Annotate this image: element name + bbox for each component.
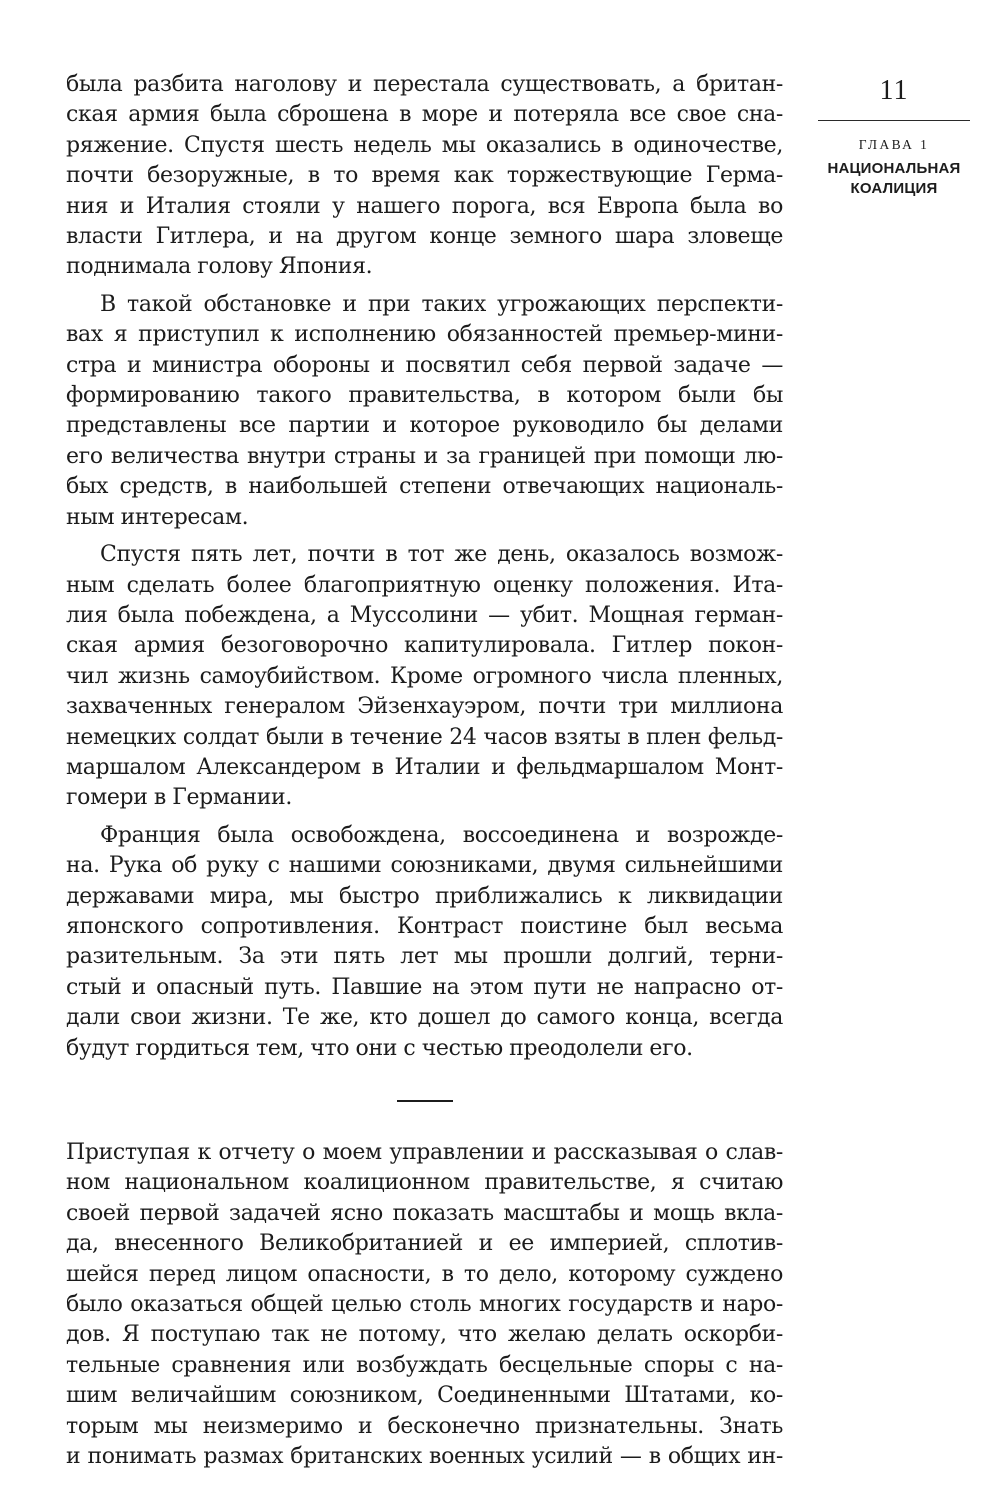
main-text-column (66, 70, 783, 1472)
text-line: ряжение. Спустя шесть недель мы оказались в одиночестве, (66, 132, 783, 158)
text-line: поднимала голову Япония. (66, 254, 373, 280)
header-rule (818, 120, 970, 121)
text-line: чил жизнь самоубийством. Кроме огромного числа пленных, (66, 663, 783, 689)
paragraph-4 (66, 821, 783, 1064)
chapter-title (818, 159, 970, 199)
text-line: дали свои жизни. Те же, кто дошел до самого конца, всегда (66, 1005, 783, 1031)
text-line: власти Гитлера, и на другом конце земного шара зловеще (66, 224, 783, 250)
text-line: и понимать размах британских военных усилий — в общих ин- (66, 1444, 783, 1470)
chapter-label: ГЛАВА 1 (858, 137, 930, 152)
text-line: маршалом Александером в Италии и фельдмаршалом Монт- (66, 754, 783, 780)
text-line: было оказаться общей целью столь многих государств и наро- (66, 1292, 783, 1318)
text-line: Франция была освобождена, воссоединена и возрожде- (100, 822, 783, 848)
text-line: тельные сравнения или возбуждать бесцельные споры с на- (66, 1352, 783, 1378)
text-line: лия была побеждена, а Муссолини — убит. Мощная герман- (66, 602, 783, 628)
text-line: на. Рука об руку с нашими союзниками, двумя сильнейшими (66, 853, 783, 879)
text-line: торым мы неизмеримо и бесконечно признательны. Знать (66, 1413, 783, 1439)
text-line: была разбита наголову и перестала существовать, а британ- (66, 72, 783, 97)
text-line: захваченных генералом Эйзенхауэром, почти три миллиона (66, 694, 783, 720)
text-line: ская армия была сброшена в море и потеряла все свое сна- (66, 102, 783, 128)
text-line: представлены все партии и которое руководило бы делами (66, 413, 783, 439)
text-line: шим величайшим союзником, Соединенными Штатами, ко- (66, 1383, 783, 1409)
text-line: гомери в Германии. (66, 785, 293, 811)
text-line: Спустя пять лет, почти в тот же день, оказалось возмож- (100, 542, 783, 568)
chapter-title-line: НАЦИОНАЛЬНАЯ (827, 160, 961, 177)
text-line: своей первой задачей ясно показать масштабы и мощь вкла- (66, 1200, 783, 1226)
paragraph-3 (66, 540, 783, 814)
paragraph-5 (66, 1138, 783, 1472)
text-line: бых средств, в наибольшей степени отвечающих националь- (66, 474, 783, 500)
text-line: будут гордиться тем, что они с честью преодолели его. (66, 1035, 693, 1061)
text-line: ным интересам. (66, 504, 249, 530)
page-number: 11 (879, 75, 909, 106)
text-line: японского сопротивления. Контраст поистине был весьма (66, 913, 783, 939)
text-line: стра и министра обороны и посвятил себя первой задаче — (66, 352, 783, 378)
paragraph-2 (66, 290, 783, 533)
text-line: да, внесенного Великобританией и ее империей, сплотив- (66, 1231, 783, 1257)
text-line: ская армия безоговорочно капитулировала. Гитлер покон- (66, 633, 783, 659)
chapter-title-line: КОАЛИЦИЯ (850, 180, 938, 197)
section-divider (397, 1100, 453, 1102)
running-header (818, 74, 970, 199)
text-line: его величества внутри страны и за границей при помощи лю- (66, 443, 783, 469)
text-line: немецких солдат были в течение 24 часов взяты в плен фельд- (66, 724, 783, 750)
text-line: разительным. За эти пять лет мы прошли долгий, терни- (66, 944, 783, 970)
text-line: вах я приступил к исполнению обязанностей премьер-мини- (66, 322, 783, 348)
text-line: ния и Италия стояли у нашего порога, вся Европа была во (66, 193, 783, 219)
text-line: шейся перед лицом опасности, в то дело, которому суждено (66, 1261, 783, 1287)
text-line: почти безоружные, в то время как торжествующие Герма- (66, 163, 783, 189)
text-line: стый и опасный путь. Павшие на этом пути не напрасно от- (66, 974, 783, 1000)
text-line: дов. Я поступаю так не потому, что желаю делать оскорби- (66, 1322, 783, 1348)
text-line: ном национальном коалиционном правительстве, я считаю (66, 1170, 783, 1196)
text-line: формированию такого правительства, в котором были бы (66, 383, 783, 409)
text-line: В такой обстановке и при таких угрожающих перспекти- (100, 291, 783, 317)
text-line: Приступая к отчету о моем управлении и рассказывая о слав- (66, 1140, 783, 1165)
text-line: ным сделать более благоприятную оценку положения. Ита- (66, 572, 783, 598)
text-line: державами мира, мы быстро приближались к ликвидации (66, 883, 783, 909)
paragraph-1 (66, 70, 783, 283)
